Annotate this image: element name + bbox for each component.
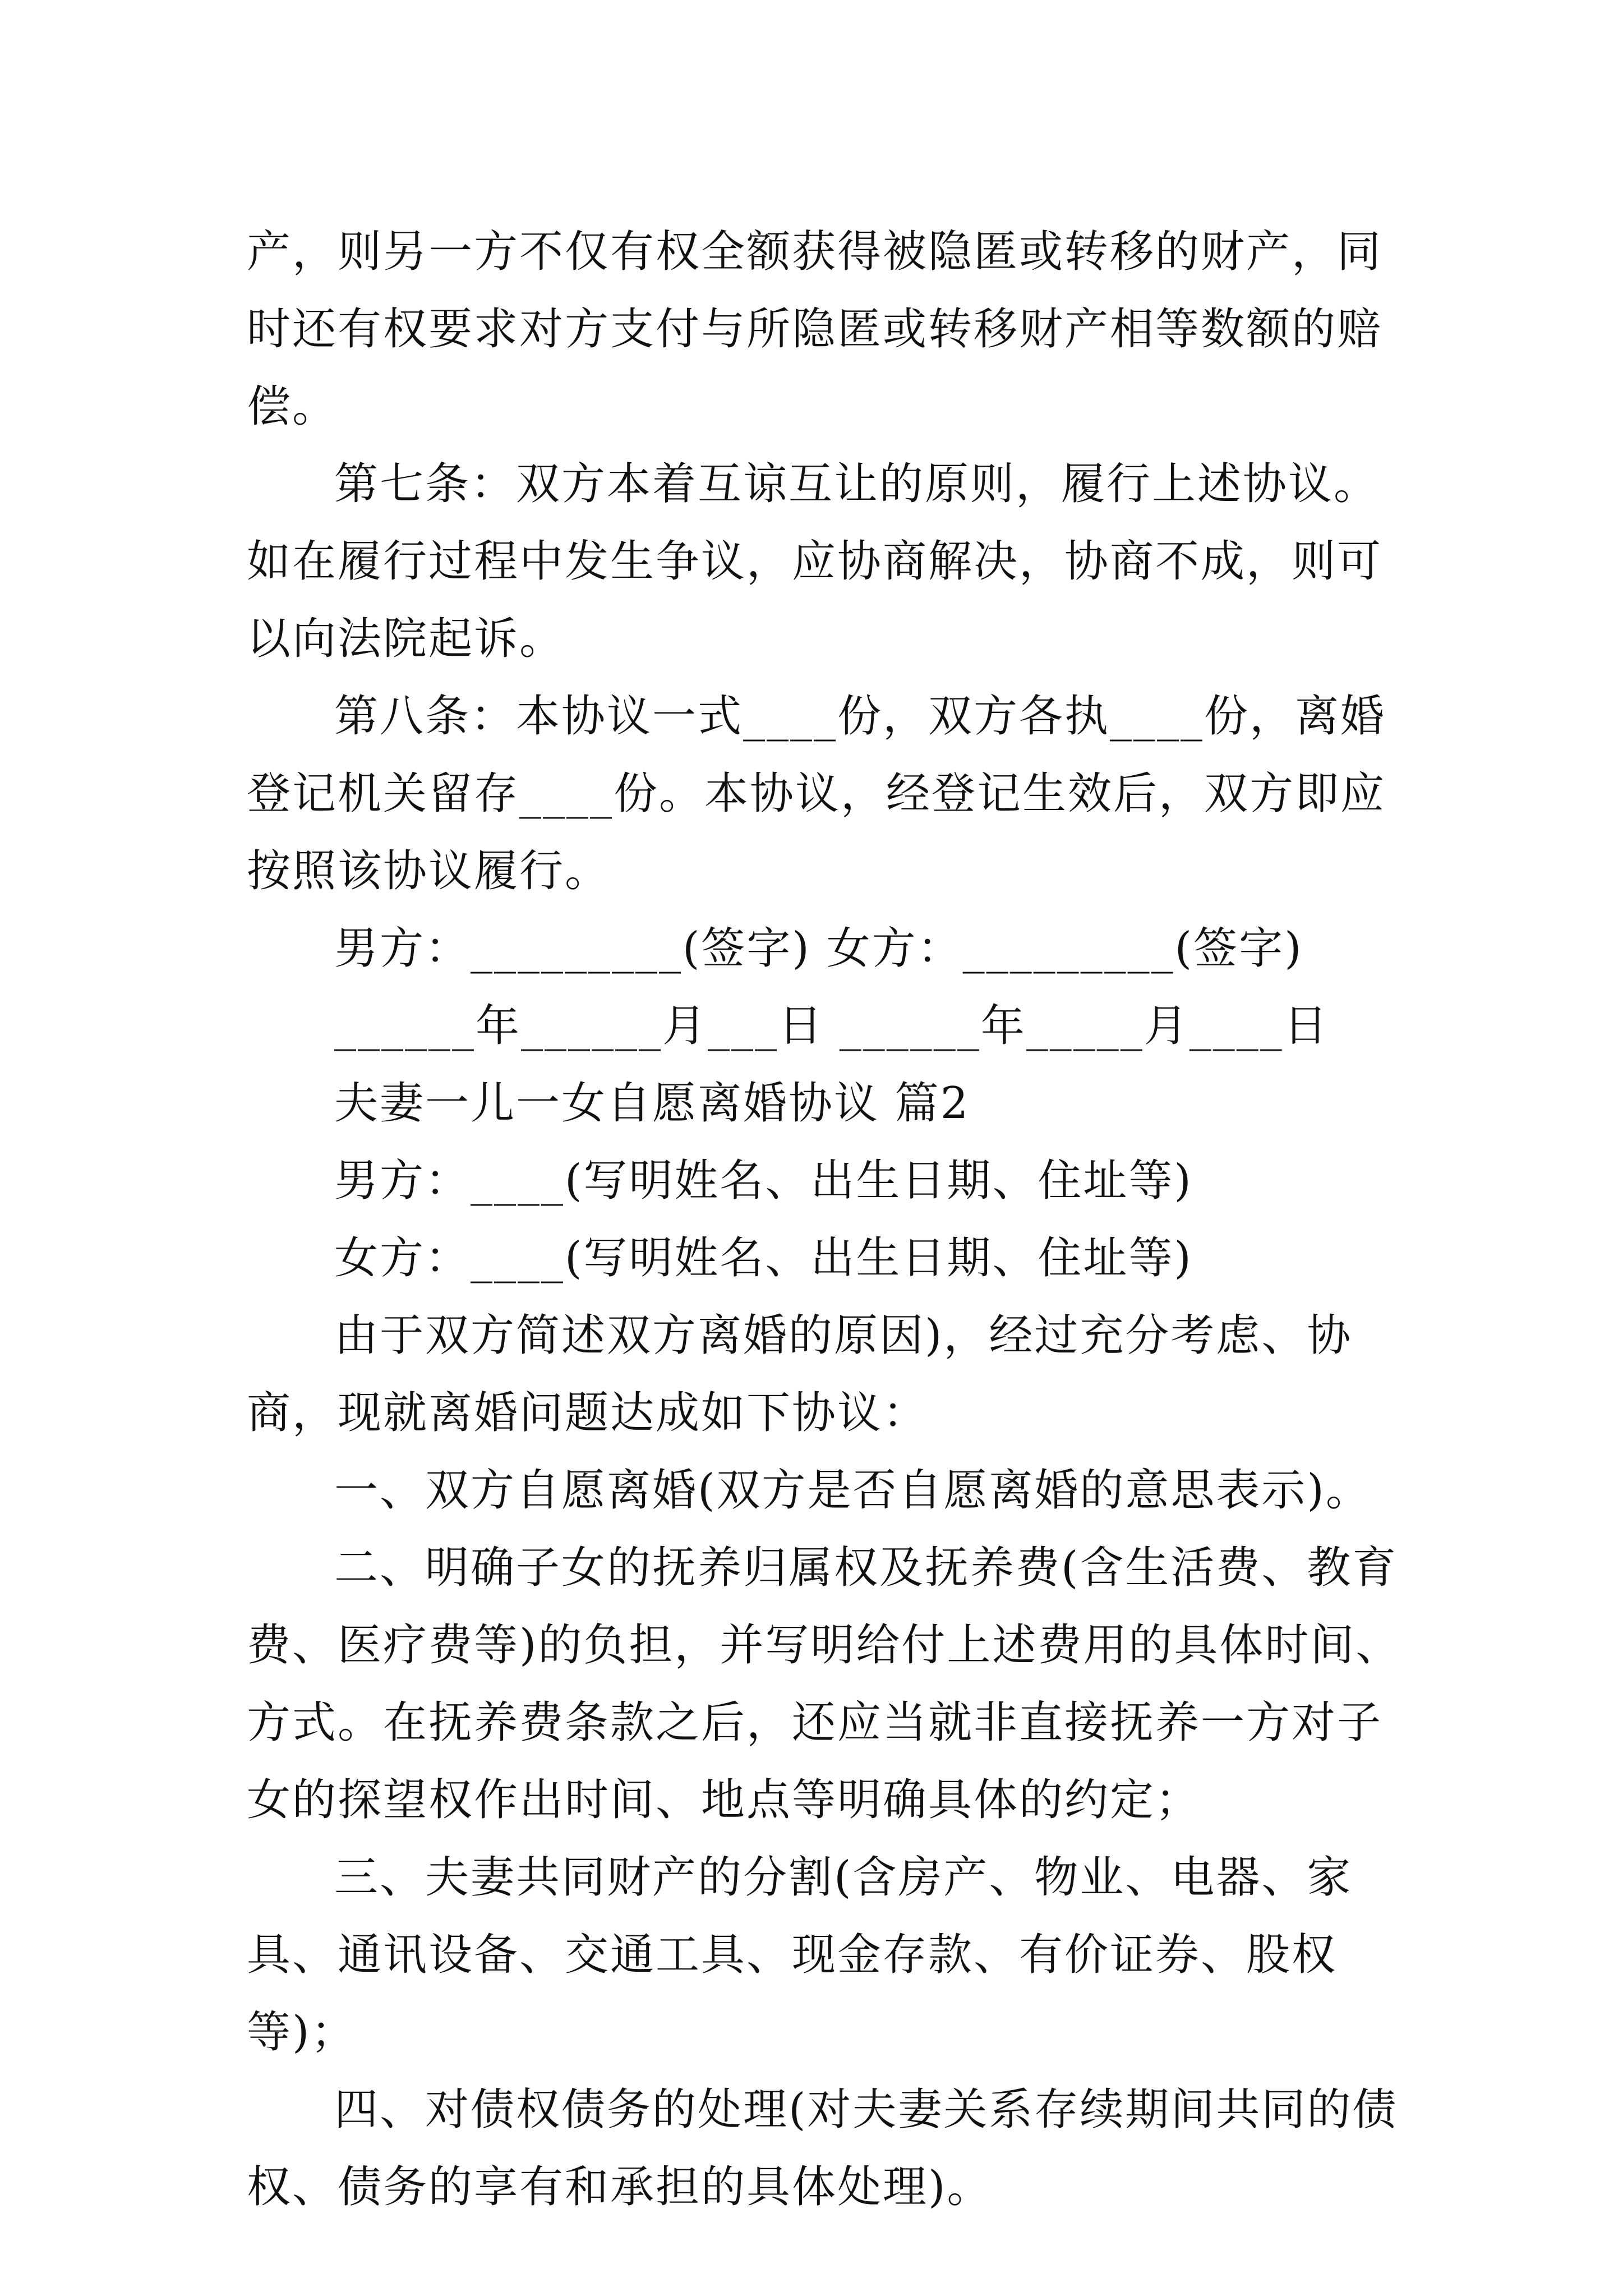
clause-4: 四、对债权债务的处理(对夫妻关系存续期间共同的债权、债务的享有和承担的具体处理)。 xyxy=(247,2085,1398,2212)
section-title: 夫妻一儿一女自愿离婚协议 篇2 xyxy=(334,1078,970,1129)
male-party-line: 男方：____(写明姓名、出生日期、住址等) xyxy=(334,1156,1193,1206)
signature-line: 男方：_________(签字) 女方：_________(签字) xyxy=(334,923,1303,974)
paragraph-article-8: 第八条：本协议一式____份，双方各执____份，离婚登记机关留存____份。本协议，经登记生效后，双方即应按照该协议履行。 xyxy=(247,691,1386,896)
female-party-line: 女方：____(写明姓名、出生日期、住址等) xyxy=(334,1233,1193,1283)
date-line: ______年______月___日 ______年_____月____日 xyxy=(334,1001,1329,1051)
document-body xyxy=(247,213,1402,2226)
clause-2: 二、明确子女的抚养归属权及抚养费(含生活费、教育费、医疗费等)的负担，并写明给付上述费用的具体时间、方式。在抚养费条款之后，还应当就非直接抚养一方对子女的探望权作出时间、地点等明确具体的约定； xyxy=(247,1543,1401,1825)
clause-3: 三、夫妻共同财产的分割(含房产、物业、电器、家具、通讯设备、交通工具、现金存款、有价证券、股权等)； xyxy=(247,1852,1353,2058)
clause-1: 一、双方自愿离婚(双方是否自愿离婚的意思表示)。 xyxy=(334,1465,1371,1516)
paragraph-article-7: 第七条：双方本着互谅互让的原则，履行上述协议。如在履行过程中发生争议，应协商解决，协商不成，则可以向法院起诉。 xyxy=(247,459,1383,664)
paragraph-continuation: 产，则另一方不仅有权全额获得被隐匿或转移的财产，同时还有权要求对方支付与所隐匿或转移财产相等数额的赔偿。 xyxy=(247,227,1383,432)
paragraph-intro: 由于双方简述双方离婚的原因)，经过充分考虑、协商，现就离婚问题达成如下协议： xyxy=(247,1310,1353,1438)
